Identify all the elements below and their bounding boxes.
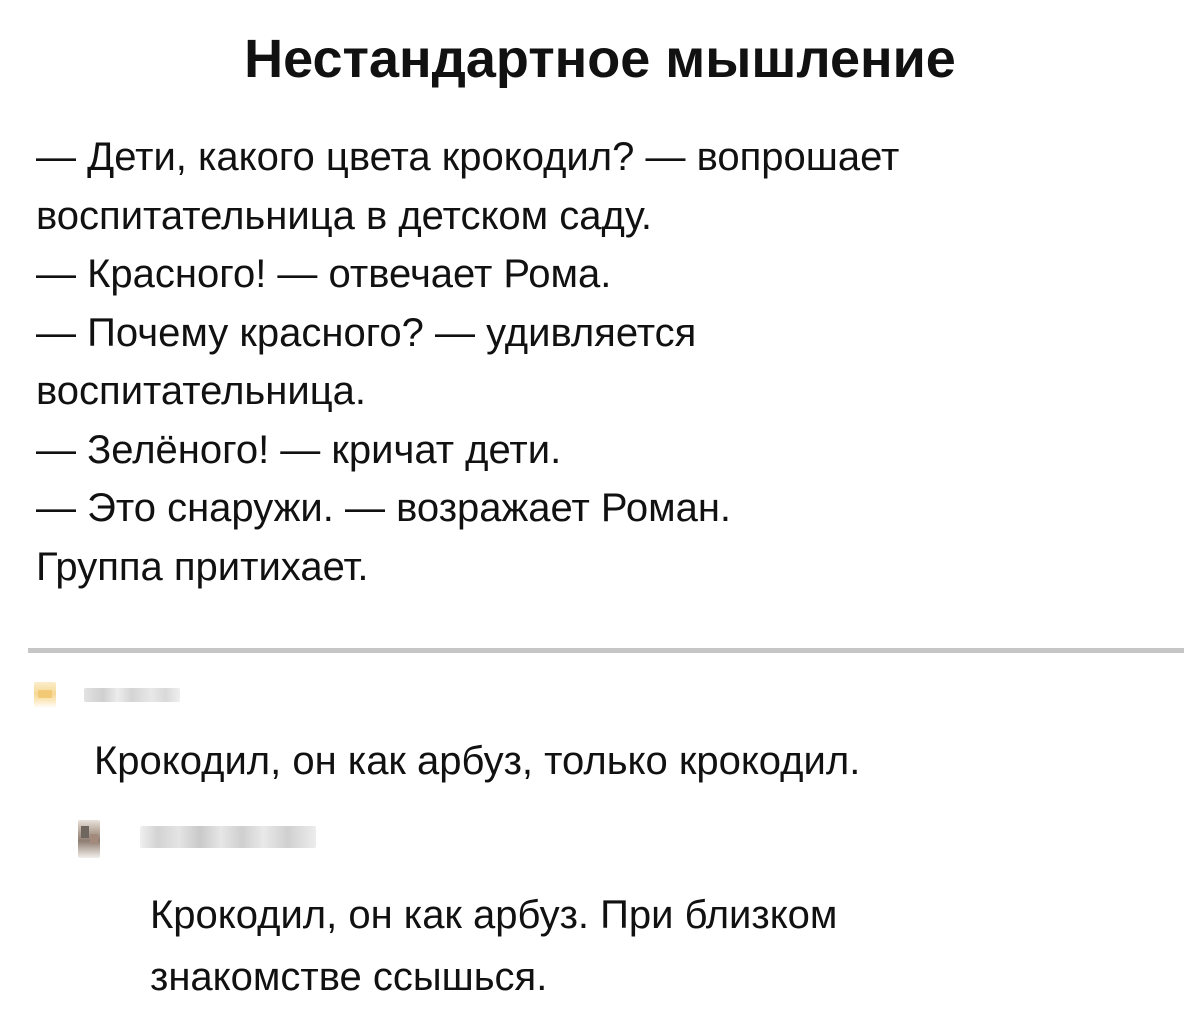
commenter-avatar-icon[interactable] bbox=[78, 820, 100, 858]
story-line: — Красного! — отвечает Рома. bbox=[36, 252, 612, 296]
story-line: — Зелёного! — кричат дети. bbox=[36, 427, 562, 472]
comment-line: Крокодил, он как арбуз, только крокодил. bbox=[94, 739, 861, 783]
commenter-avatar-icon[interactable] bbox=[34, 682, 56, 708]
page-title: Нестандартное мышление bbox=[244, 29, 956, 89]
comment-text bbox=[150, 884, 837, 1008]
commenter-name-blurred[interactable] bbox=[84, 688, 180, 702]
comment-text bbox=[94, 732, 860, 790]
story-line: — Дети, какого цвета крокодил? — вопрошает bbox=[36, 135, 900, 179]
story-line: воспитательница в детском саду. bbox=[36, 193, 652, 238]
story-line: воспитательница. bbox=[36, 369, 366, 413]
story-line: — Это снаружи. — возражает Роман. bbox=[36, 486, 732, 530]
section-divider bbox=[28, 648, 1184, 653]
story-line: Группа притихает. bbox=[36, 544, 369, 589]
comment-line: Крокодил, он как арбуз. При близком bbox=[150, 893, 838, 937]
commenter-name-blurred[interactable] bbox=[140, 826, 316, 848]
story-text bbox=[36, 128, 1176, 596]
story-line: — Почему красного? — удивляется bbox=[36, 310, 697, 355]
comment-line: знакомстве ссышься. bbox=[150, 955, 548, 999]
